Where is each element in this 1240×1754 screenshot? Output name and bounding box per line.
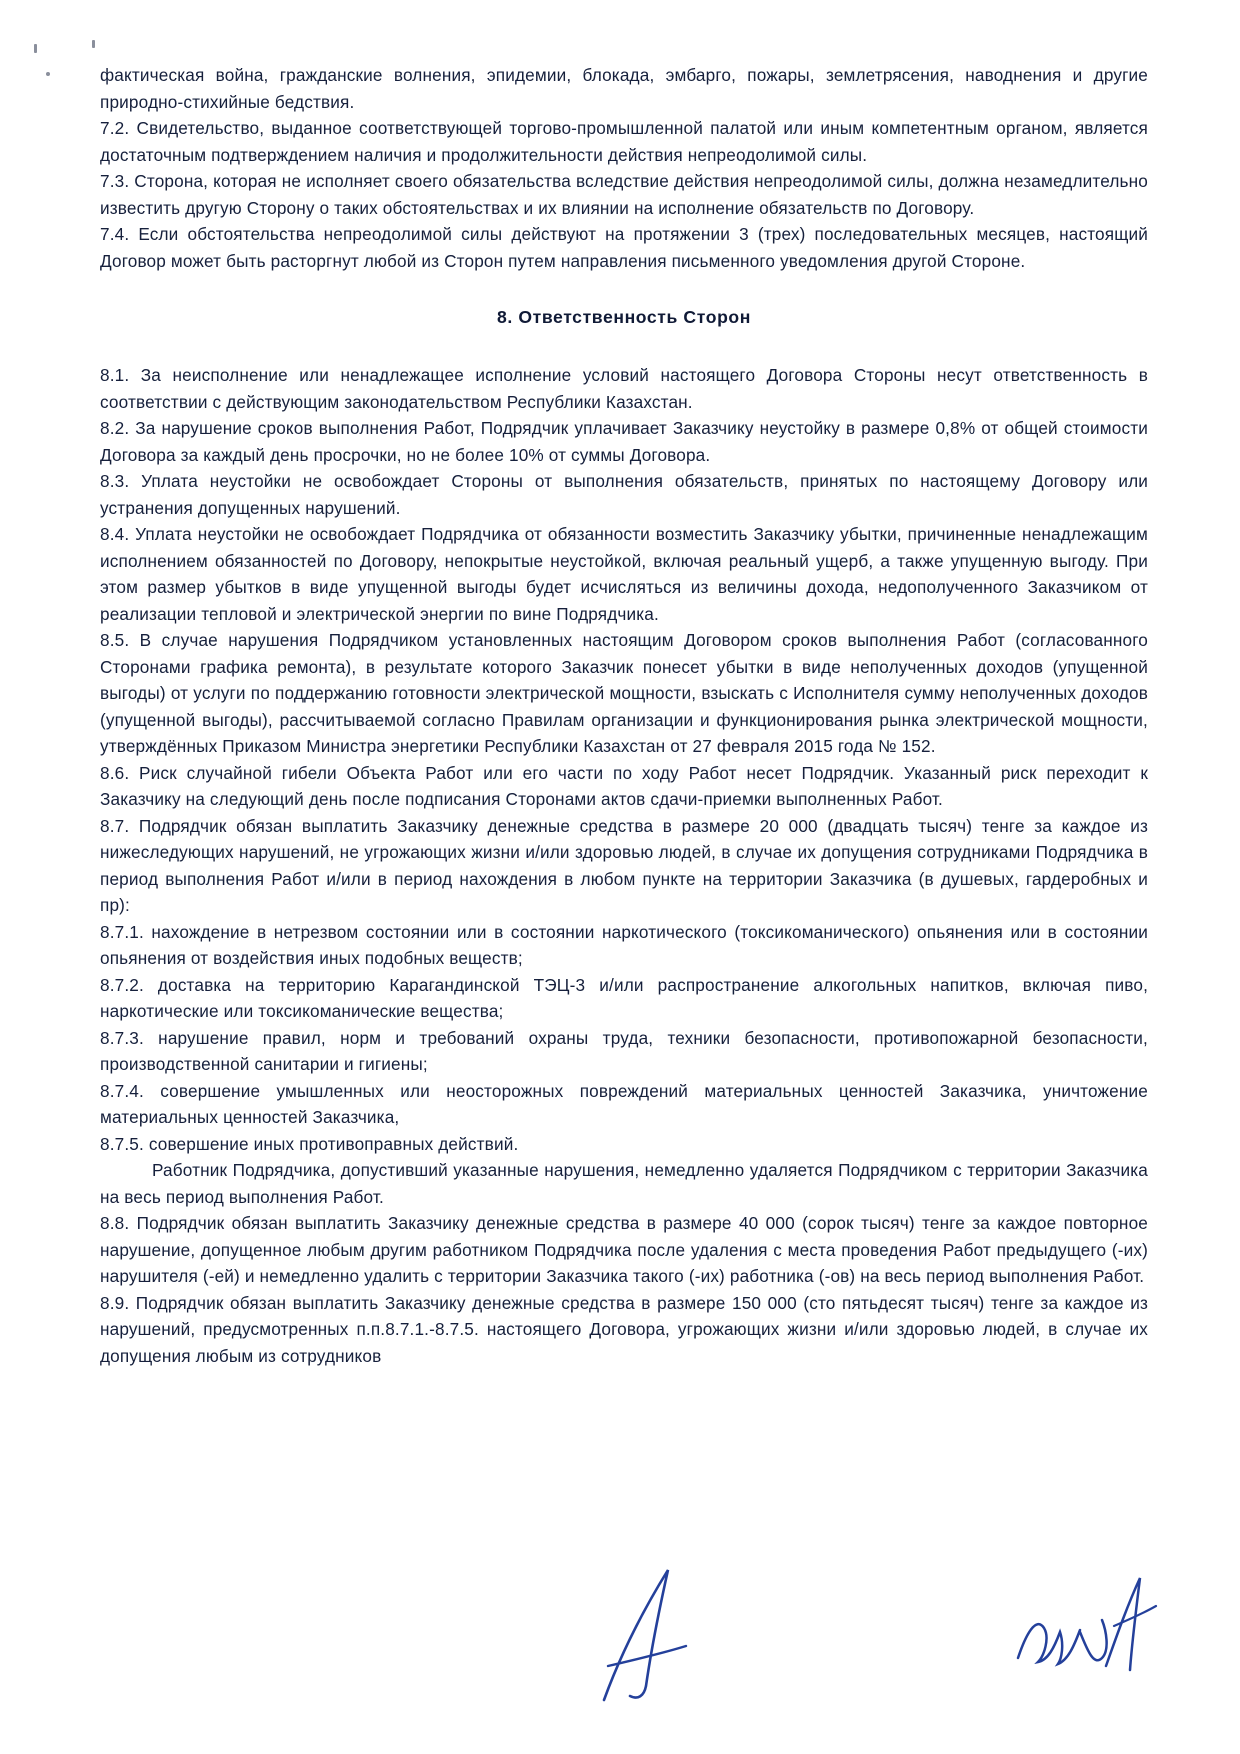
document-body xyxy=(100,62,1148,1369)
paragraph: 7.3. Сторона, которая не исполняет своего обязательства вследствие действия непреодолимой силы, должна незамедлительно известить другую Сторону о таких обстоятельствах и их влиянии на исполнение обязательств по Договору. xyxy=(100,171,1148,218)
paragraph: 8.7.2. доставка на территорию Карагандинской ТЭЦ-3 и/или распространение алкогольных напитков, включая пиво, наркотические или токсикоманические вещества; xyxy=(100,974,1148,1021)
paragraph: 8.7.1. нахождение в нетрезвом состоянии или в состоянии наркотического (токсикоманического) опьянения или в состоянии опьянения от воздействия иных подобных веществ; xyxy=(100,921,1148,968)
paragraph: 8.6. Риск случайной гибели Объекта Работ или его части по ходу Работ несет Подрядчик. Указанный риск переходит к Заказчику на следующий день после подписания Сторонами актов сдачи-приемки выполненных Работ. xyxy=(100,762,1148,809)
paragraph: фактическая война, гражданские волнения, эпидемии, блокада, эмбарго, пожары, землетрясения, наводнения и другие природно-стихийные бедствия. xyxy=(100,65,1148,112)
paragraph: 8.7.5. совершение иных противоправных действий. xyxy=(100,1133,519,1154)
paragraph: 8.3. Уплата неустойки не освобождает Стороны от выполнения обязательств, принятых по настоящему Договору или устранения допущенных нарушений. xyxy=(100,471,1148,518)
paragraph: 8.1. За неисполнение или ненадлежащее исполнение условий настоящего Договора Стороны несут ответственность в соответствии с действующим законодательством Республики Казахстан. xyxy=(100,365,1148,412)
paragraph: 7.2. Свидетельство, выданное соответствующей торгово-промышленной палатой или иным компетентным органом, является достаточным подтверждением наличия и продолжительности действия непреодолимой силы. xyxy=(100,118,1148,165)
paragraph: 8.7.3. нарушение правил, норм и требований охраны труда, техники безопасности, противопожарной безопасности, производственной санитарии и гигиены; xyxy=(100,1027,1148,1074)
section-heading: 8. Ответственность Сторон xyxy=(497,307,751,327)
scan-artifacts xyxy=(30,40,100,80)
paragraph: 8.2. За нарушение сроков выполнения Работ, Подрядчик уплачивает Заказчику неустойку в размере 0,8% от общей стоимости Договора за каждый день просрочки, но не более 10% от суммы Договора. xyxy=(100,418,1148,465)
spacer xyxy=(100,330,1148,362)
paragraph: 8.5. В случае нарушения Подрядчиком установленных настоящим Договором сроков выполнения Работ (согласованного Сторонами графика ремонта), в результате которого Заказчик понесет убытки в виде неполученных доходов (упущенной выгоды) от услуги по поддержанию готовности электрической мощности, взыскать с Исполнителя сумму неполученных доходов (упущенной выгоды), рассчитываемой согласно Правилам организации и функционирования рынка электрической мощности, утверждённых Приказом Министра энергетики Республики Казахстан от 27 февраля 2015 года № 152. xyxy=(100,630,1148,756)
paragraph: 7.4. Если обстоятельства непреодолимой силы действуют на протяжении 3 (трех) последовательных месяцев, настоящий Договор может быть расторгнут любой из Сторон путем направления письменного уведомления другой Стороне. xyxy=(100,224,1148,271)
paragraph: 8.9. Подрядчик обязан выплатить Заказчику денежные средства в размере 150 000 (сто пятьдесят тысяч) тенге за каждое из нарушений, предусмотренных п.п.8.7.1.-8.7.5. настоящего Договора, угрожающих жизни и/или здоровью людей, в случае их допущения любым из сотрудников xyxy=(100,1292,1148,1366)
paragraph: 8.7. Подрядчик обязан выплатить Заказчику денежные средства в размере 20 000 (двадцать тысяч) тенге за каждое из нижеследующих нарушений, не угрожающих жизни и/или здоровью людей, в случае их допущения сотрудниками Подрядчика в период выполнения Работ и/или в период нахождения в любом пункте на территории Заказчика (в душевых, гардеробных и пр): xyxy=(100,815,1148,915)
signature-right xyxy=(1010,1570,1180,1700)
paragraph: 8.7.4. совершение умышленных или неосторожных повреждений материальных ценностей Заказчика, уничтожение материальных ценностей Заказчика, xyxy=(100,1080,1148,1127)
paragraph: 8.8. Подрядчик обязан выплатить Заказчику денежные средства в размере 40 000 (сорок тысяч) тенге за каждое повторное нарушение, допущенное любым другим работником Подрядчика после удаления с места проведения Работ предыдущего (-их) нарушителя (-ей) и немедленно удалить с территории Заказчика такого (-их) работника (-ов) на весь период выполнения Работ. xyxy=(100,1213,1148,1286)
spacer xyxy=(100,274,1148,304)
paragraph-indented: Работник Подрядчика, допустивший указанные нарушения, немедленно удаляется Подрядчиком с территории Заказчика на весь период выполнения Работ. xyxy=(100,1160,1148,1207)
signature-left xyxy=(590,1560,740,1710)
paragraph: 8.4. Уплата неустойки не освобождает Подрядчика от обязанности возместить Заказчику убытки, причиненные ненадлежащим исполнением обязанностей по Договору, непокрытые неустойкой, включая реальный ущерб, а также упущенную выгоду. При этом размер убытков в виде упущенной выгоды будет исчисляться из величины дохода, недополученного Заказчиком от реализации тепловой и электрической энергии по вине Подрядчика. xyxy=(100,524,1148,624)
